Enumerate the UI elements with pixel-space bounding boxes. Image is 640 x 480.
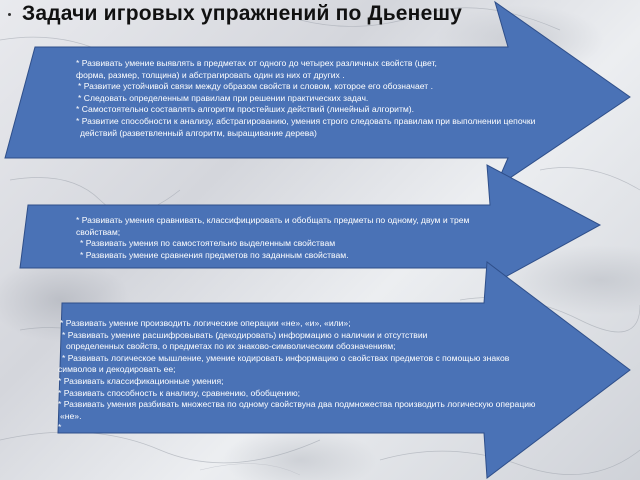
arrow-2-line: * Развивать умение сравнения предметов по заданным свойствам.: [80, 249, 349, 260]
arrow-3-line: символов и декодировать ее;: [58, 364, 176, 375]
arrow-3-text: [58, 318, 618, 434]
arrow-1-line: * Следовать определенным правилам при решении практических задач.: [78, 92, 369, 103]
arrow-3-line: * Развивать классификационные умения;: [58, 375, 224, 386]
arrow-1-line: * Самостоятельно составлять алгоритм простейших действий (линейный алгоритм).: [76, 104, 415, 115]
arrow-3-line: определенных свойств, о предметах по их знаково-символическим обозначениям;: [66, 341, 396, 352]
arrow-1-line: действий (разветвленный алгоритм, выращивание дерева): [80, 127, 317, 138]
arrow-3-line: *: [58, 422, 62, 433]
arrow-1-line: * Развитие устойчивой связи между образом свойств и словом, которое его обозначает .: [78, 81, 434, 92]
arrow-3-line: «не».: [60, 410, 82, 421]
arrow-1-text: [76, 58, 616, 139]
corner-dot: [8, 13, 11, 16]
arrow-1-line: * Развитие способности к анализу, абстрагированию, умения строго следовать правилам при выполнении цепочки: [76, 115, 536, 126]
arrow-3-line: * Развивать умения разбивать множества по одному свойствуна два подмножества производить логическую операцию: [58, 399, 536, 410]
arrow-1-line: * Развивать умение выявлять в предметах от одного до четырех различных свойств (цвет,: [76, 58, 437, 68]
arrow-2-line: свойствам;: [76, 226, 121, 237]
arrow-1-line: форма, размер, толщина) и абстрагировать один из них от других .: [76, 69, 345, 80]
arrow-3-line: * Развивать способность к анализу, сравнению, обобщению;: [58, 387, 301, 398]
arrow-2-line: * Развивать умения по самостоятельно выделенным свойствам: [80, 238, 336, 249]
arrow-3-line: * Развивать логическое мышление, умение кодировать информацию о свойствах предметов с помощью знаков: [62, 352, 510, 363]
arrow-3-line: * Развивать умение производить логические операции «не», «и», «или»;: [60, 318, 351, 328]
slide-title: Задачи игровых упражнений по Дьенешу: [22, 2, 463, 25]
arrow-2-line: * Развивать умения сравнивать, классифицировать и обобщать предметы по одному, двум и трем: [76, 215, 470, 225]
arrow-2-text: [76, 215, 576, 261]
arrow-3-line: * Развивать умение расшифровывать (декодировать) информацию о наличии и отсутствии: [62, 329, 428, 340]
